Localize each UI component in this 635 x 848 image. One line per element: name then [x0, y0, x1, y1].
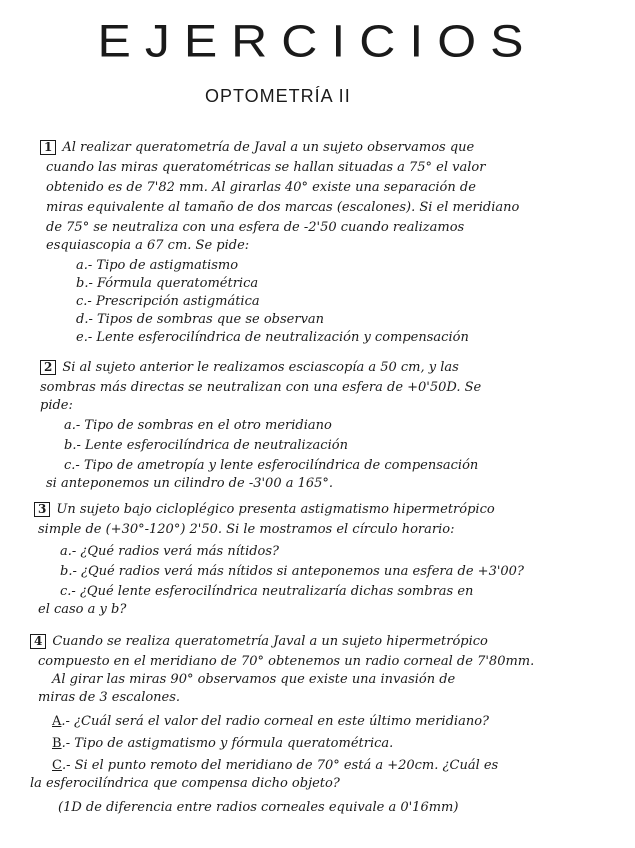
exercise-3-line: simple de (+30°-120°) 2'50. Si le mostramos el círculo horario: — [38, 522, 455, 537]
exercise-2-text: Si al sujeto anterior le realizamos esciascopía a 50 cm, y las — [62, 360, 459, 375]
exercise-1-item: b.- Fórmula queratométrica — [76, 276, 259, 291]
exercise-1-line: miras equivalente al tamaño de dos marcas (escalones). Si el meridiano — [46, 200, 520, 215]
exercise-1-line: de 75° se neutraliza con una esfera de -2'50 cuando realizamos — [46, 220, 465, 235]
exercise-4-line: miras de 3 escalones. — [38, 690, 181, 705]
exercise-1-line: esquiascopia a 67 cm. Se pide: — [46, 238, 250, 253]
item-text: .- ¿Cuál será el valor del radio corneal en este último meridiano? — [61, 714, 489, 729]
exercise-3-item: a.- ¿Qué radios verá más nítidos? — [60, 544, 280, 559]
exercise-1-item: e.- Lente esferocilíndrica de neutralización y compensación — [76, 330, 469, 345]
exercise-1-text: Al realizar queratometría de Javal a un sujeto observamos que — [62, 140, 475, 155]
item-text: .- Si el punto remoto del meridiano de 70° está a +20cm. ¿Cuál es — [61, 758, 499, 773]
exercise-1-item: c.- Prescripción astigmática — [76, 294, 260, 309]
exercise-4-line — [30, 634, 488, 650]
exercise-3-tail: el caso a y b? — [38, 602, 127, 617]
exercise-4-item — [52, 714, 489, 730]
item-letter: B — [52, 736, 62, 751]
item-letter: C — [52, 758, 62, 773]
exercise-1-line: obtenido es de 7'82 mm. Al girarlas 40° existe una separación de — [46, 180, 476, 195]
exercise-2-line: sombras más directas se neutralizan con una esfera de +0'50D. Se — [40, 380, 482, 395]
item-letter: A — [52, 714, 62, 729]
exercise-3-item: b.- ¿Qué radios verá más nítidos si anteponemos una esfera de +3'00? — [60, 564, 524, 579]
exercise-number-box: 4 — [30, 634, 46, 649]
exercise-3-item: c.- ¿Qué lente esferocilíndrica neutralizaría dichas sombras en — [60, 584, 474, 599]
exercise-1-line — [40, 140, 474, 156]
exercise-2-line — [40, 360, 459, 376]
exercise-1-line: cuando las miras queratométricas se hallan situadas a 75° el valor — [46, 160, 486, 175]
exercise-number-box: 2 — [40, 360, 56, 375]
exercise-number-box: 3 — [34, 502, 50, 517]
exercise-1-item: a.- Tipo de astigmatismo — [76, 258, 239, 273]
exercise-2-line: pide: — [40, 398, 73, 413]
exercise-2-item: c.- Tipo de ametropía y lente esferocilíndrica de compensación — [64, 458, 479, 473]
exercise-2-item: a.- Tipo de sombras en el otro meridiano — [64, 418, 332, 433]
exercise-3-line — [34, 502, 495, 518]
exercise-number-box: 1 — [40, 140, 56, 155]
exercise-4-tail: la esferocilíndrica que compensa dicho objeto? — [30, 776, 340, 791]
exercise-2-item: b.- Lente esferocilíndrica de neutralización — [64, 438, 348, 453]
exercise-4-line: Al girar las miras 90° observamos que existe una invasión de — [52, 672, 456, 687]
exercise-1-item: d.- Tipos de sombras que se observan — [76, 312, 325, 327]
exercise-3-text: Un sujeto bajo cicloplégico presenta astigmatismo hipermetrópico — [56, 502, 495, 517]
page-title: EJERCICIOS — [97, 15, 538, 67]
exercise-4-note: (1D de diferencia entre radios corneales equivale a 0'16mm) — [58, 800, 459, 815]
exercise-4-item — [52, 758, 498, 774]
page-subtitle: OPTOMETRÍA II — [205, 86, 351, 106]
exercise-4-line: compuesto en el meridiano de 70° obtenemos un radio corneal de 7'80mm. — [38, 654, 535, 669]
exercise-2-tail: si anteponemos un cilindro de -3'00 a 165°. — [46, 476, 334, 491]
exercise-4-text: Cuando se realiza queratometría Javal a un sujeto hipermetrópico — [52, 634, 488, 649]
exercise-4-item — [52, 736, 393, 752]
item-text: .- Tipo de astigmatismo y fórmula queratométrica. — [61, 736, 394, 751]
